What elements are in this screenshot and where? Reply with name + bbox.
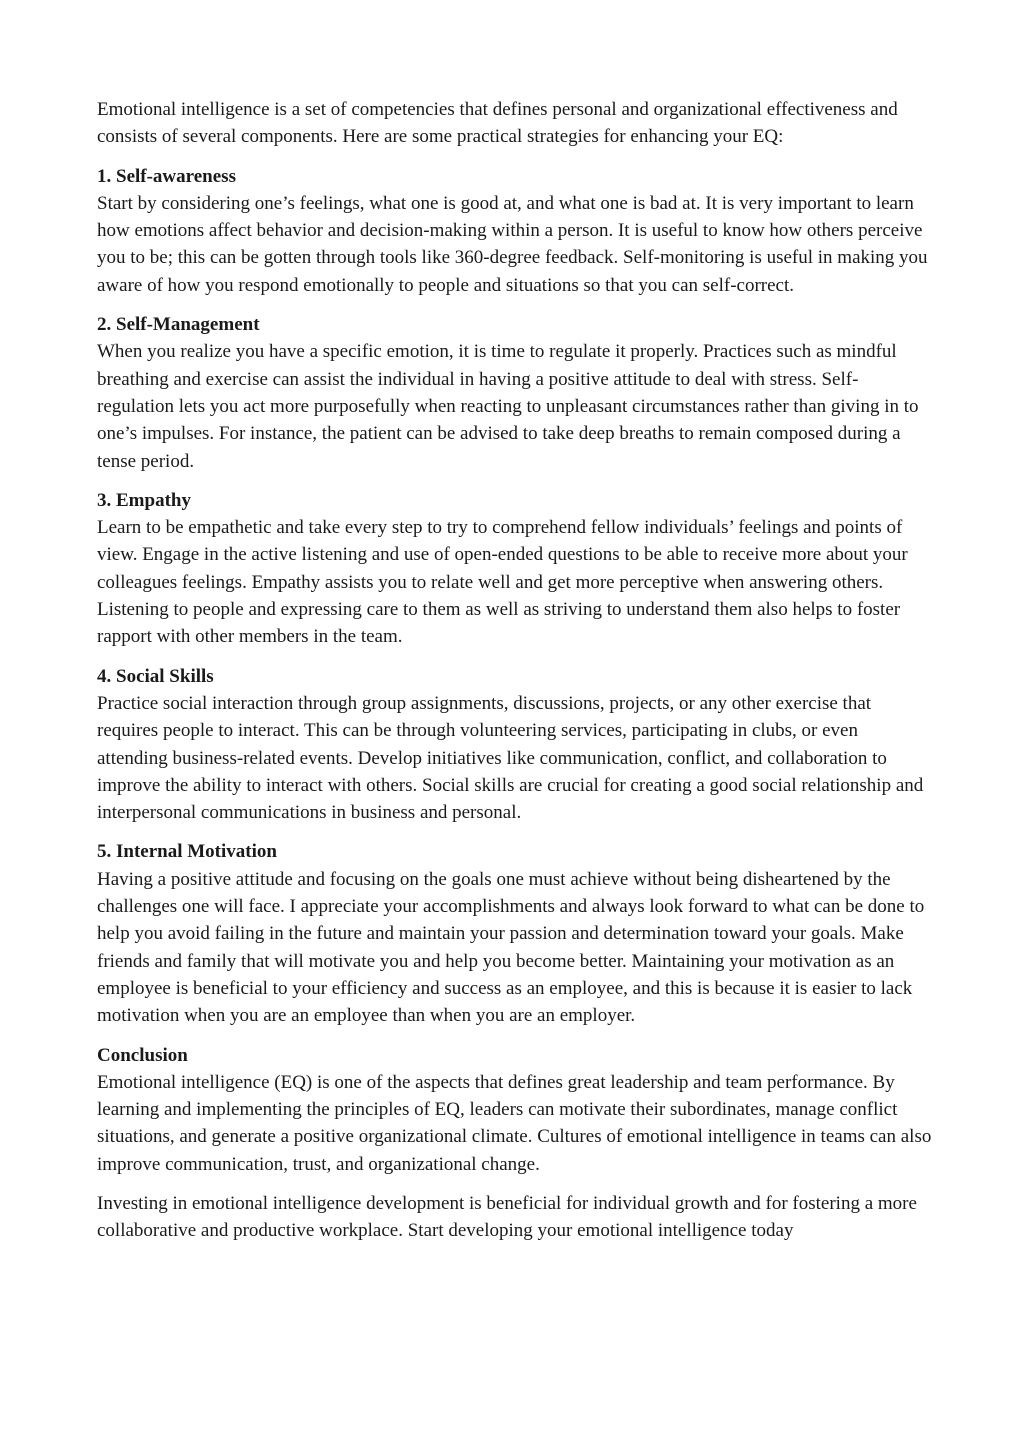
section-internal-motivation: [97, 838, 932, 1029]
section-social-skills: [97, 663, 932, 827]
section-heading: 5. Internal Motivation: [97, 841, 277, 863]
section-heading: 1. Self-awareness: [97, 165, 236, 187]
document-page: [97, 96, 932, 1245]
section-body: Having a positive attitude and focusing on the goals one must achieve without being disheartened by the challenges one will face. I appreciate your accomplishments and always look forward to what can be done to help you avoid failing in the future and maintain your passion and determination toward your goals. Make friends and family that will motivate you and help you become better. Maintaining your motivation as an employee is beneficial to your efficiency and success as an employee, and this is because it is easier to lack motivation when you are an employee than when you are an employer.: [97, 868, 925, 1027]
closing-paragraph: Investing in emotional intelligence development is beneficial for individual growth and for fostering a more collaborative and productive workplace. Start developing your emotional intelligence today: [97, 1192, 917, 1242]
section-heading: 4. Social Skills: [97, 665, 214, 687]
section-body: Emotional intelligence (EQ) is one of the aspects that defines great leadership and team performance. By learning and implementing the principles of EQ, leaders can motivate their subordinates, manage conflict situations, and generate a positive organizational climate. Cultures of emotional intelligence in teams can also improve communication, trust, and organizational change.: [97, 1071, 932, 1175]
section-empathy: [97, 487, 932, 651]
section-conclusion: [97, 1042, 932, 1178]
section-self-awareness: [97, 163, 932, 299]
section-body: Practice social interaction through group assignments, discussions, projects, or any other exercise that requires people to interact. This can be through volunteering services, participating in clubs, or even attending business-related events. Develop initiatives like communication, conflict, and collaboration to improve the ability to interact with others. Social skills are crucial for creating a good social relationship and interpersonal communications in business and personal.: [97, 692, 924, 824]
section-body: Learn to be empathetic and take every step to try to comprehend fellow individuals’ feelings and points of view. Engage in the active listening and use of open-ended questions to be able to receive more about your colleagues feelings. Empathy assists you to relate well and get more perceptive when answering others. Listening to people and expressing care to them as well as striving to understand them also helps to foster rapport with other members in the team.: [97, 517, 908, 648]
section-body: Start by considering one’s feelings, what one is good at, and what one is bad at. It is very important to learn how emotions affect behavior and decision-making within a person. It is useful to know how others perceive you to be; this can be gotten through tools like 360-degree feedback. Self-monitoring is useful in making you aware of how you respond emotionally to people and situations so that you can self-correct.: [97, 192, 928, 296]
section-heading: 2. Self-Management: [97, 314, 260, 336]
section-heading: Conclusion: [97, 1044, 188, 1066]
section-heading: 3. Empathy: [97, 489, 191, 511]
section-body: When you realize you have a specific emotion, it is time to regulate it properly. Practices such as mindful breathing and exercise can assist the individual in having a positive attitude to deal with stress. Self-regulation lets you act more purposefully when reacting to unpleasant circumstances rather than giving in to one’s impulses. For instance, the patient can be advised to take deep breaths to remain composed during a tense period.: [97, 341, 919, 472]
intro-paragraph: Emotional intelligence is a set of competencies that defines personal and organizational effectiveness and consists of several components. Here are some practical strategies for enhancing your EQ:: [97, 99, 898, 148]
section-self-management: [97, 311, 932, 475]
